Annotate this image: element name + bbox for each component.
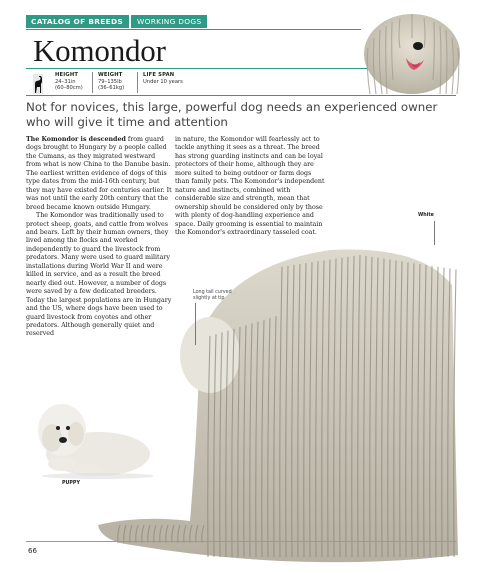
stat-lifespan-label: LIFE SPAN	[143, 72, 175, 78]
puppy-label: PUPPY	[62, 481, 80, 486]
stat-weight-value: 79–135lb	[98, 78, 122, 85]
stat-weight-label: WEIGHT	[98, 72, 123, 78]
breadcrumb	[26, 14, 207, 29]
tail-annotation-line2: slightly at tip	[193, 295, 225, 301]
stat-height	[55, 72, 83, 92]
stat-height-label: HEIGHT	[55, 72, 79, 78]
page-number: 66	[28, 547, 37, 555]
body-paragraph: The Komondor was traditionally used to protect sheep, goats, and cattle from wolves and bears. Left by their human owners, they lived among the flocks and worked independently to guard the livestock from predators. Many were used to guard military installations during World War II and were killed in service, and as a result the breed nearly died out. However, a number of dogs were saved by a few dedicated breeders. Today the largest populations are in Hungary and the US, where dogs have been used to guard livestock from coyotes and other predators. Although generally quiet and reserved	[26, 212, 172, 338]
stat-divider	[92, 72, 93, 93]
tail-annotation	[193, 290, 232, 302]
leader-line	[195, 303, 196, 345]
stat-lifespan-value: Under 10 years	[143, 78, 183, 85]
stat-weight	[98, 72, 124, 92]
coat-color-label: White	[418, 213, 434, 218]
body-paragraph	[26, 136, 172, 212]
stat-weight-metric: (36–61kg)	[98, 85, 125, 92]
puppy-photo	[28, 392, 154, 482]
paragraph-text: from guard dogs brought to Hungary by a people called the Cumans, as they migrated westward from what is now China to the Danube basin. The earliest written evidence of dogs of this type dates from the mid-16th century, but they may have existed for centuries earlier. It was not until the early 20th century that the breed became known outside Hungary.	[26, 136, 172, 211]
dog-size-icon	[33, 74, 43, 94]
leader-line	[434, 221, 435, 245]
footer-rule	[26, 541, 456, 542]
stat-height-value: 24–31in	[55, 78, 76, 85]
page-title: Komondor	[33, 33, 166, 68]
komondor-head-photo	[360, 8, 464, 96]
body-column-2	[175, 136, 325, 237]
breadcrumb-subsection: WORKING DOGS	[131, 15, 207, 28]
tail-annotation-line1: Long tail curved	[193, 290, 232, 295]
stat-lifespan	[143, 72, 183, 85]
lead-in: The Komondor is descended	[26, 136, 126, 143]
stat-height-metric: (60–80cm)	[55, 85, 83, 92]
body-paragraph: in nature, the Komondor will fearlessly act to tackle anything it sees as a threat. The breed has strong guarding instincts and can be loyal protectors of their home, although they are more suited to being outdoor or farm dogs than family pets. The Komondor's independent nature and instincts, combined with considerable size and strength, mean that ownership should be considered only by those with plenty of dog-handling experience and space. Daily grooming is essential to maintain the Komondor's extraordinary tasseled coat.	[175, 136, 325, 236]
stat-divider	[137, 72, 138, 93]
intro-text: Not for novices, this large, powerful dog needs an experienced owner who will give it time and attention	[26, 100, 438, 129]
breadcrumb-section: CATALOG OF BREEDS	[26, 15, 129, 28]
title-rule	[26, 29, 361, 30]
